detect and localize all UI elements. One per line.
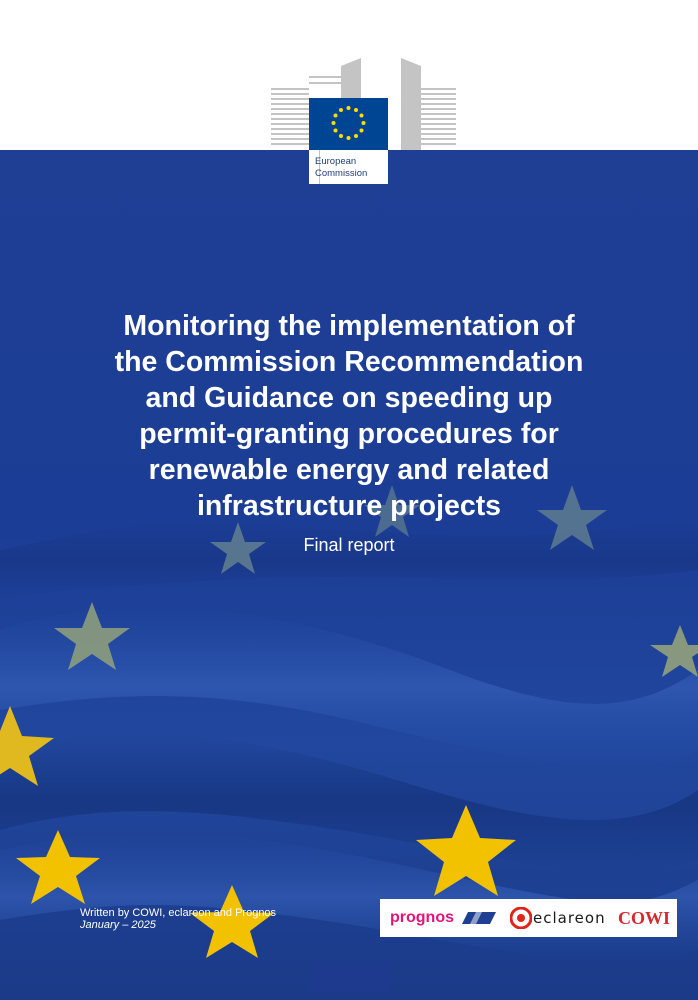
title-line: Monitoring the implementation of: [123, 310, 575, 342]
logo-wordmark-line-2: Commission: [315, 168, 368, 179]
cowi-logo: COWI: [618, 907, 671, 928]
report-subtitle: Final report: [303, 535, 395, 555]
eu-flag-background: [0, 150, 698, 1000]
flag-star: [650, 625, 698, 677]
eclareon-swirl-icon: [510, 899, 532, 937]
written-by-text: Written by COWI, eclareon and Prognos: [80, 907, 277, 919]
publication-date: January – 2025: [80, 919, 156, 931]
bottom-blue-tab: [310, 964, 389, 992]
european-commission-logo: [271, 58, 456, 188]
title-line: permit-granting procedures for: [139, 418, 559, 450]
title-line: and Guidance on speeding up: [145, 382, 553, 414]
partner-logos-strip: [380, 899, 677, 937]
eclareon-logo: eclareon: [533, 909, 606, 927]
report-title: [60, 308, 638, 524]
logo-wordmark-line-1: European: [315, 156, 357, 167]
prognos-logo: prognos: [390, 909, 454, 926]
prognos-eu-flag-icon: [462, 899, 496, 937]
title-line: infrastructure projects: [196, 490, 502, 522]
waving-flag-illustration: [0, 150, 698, 1000]
title-line: renewable energy and related: [148, 454, 550, 486]
credits-block: [80, 907, 276, 931]
eu-emblem-flag: [309, 98, 388, 150]
title-line: the Commission Recommendation: [114, 346, 584, 378]
